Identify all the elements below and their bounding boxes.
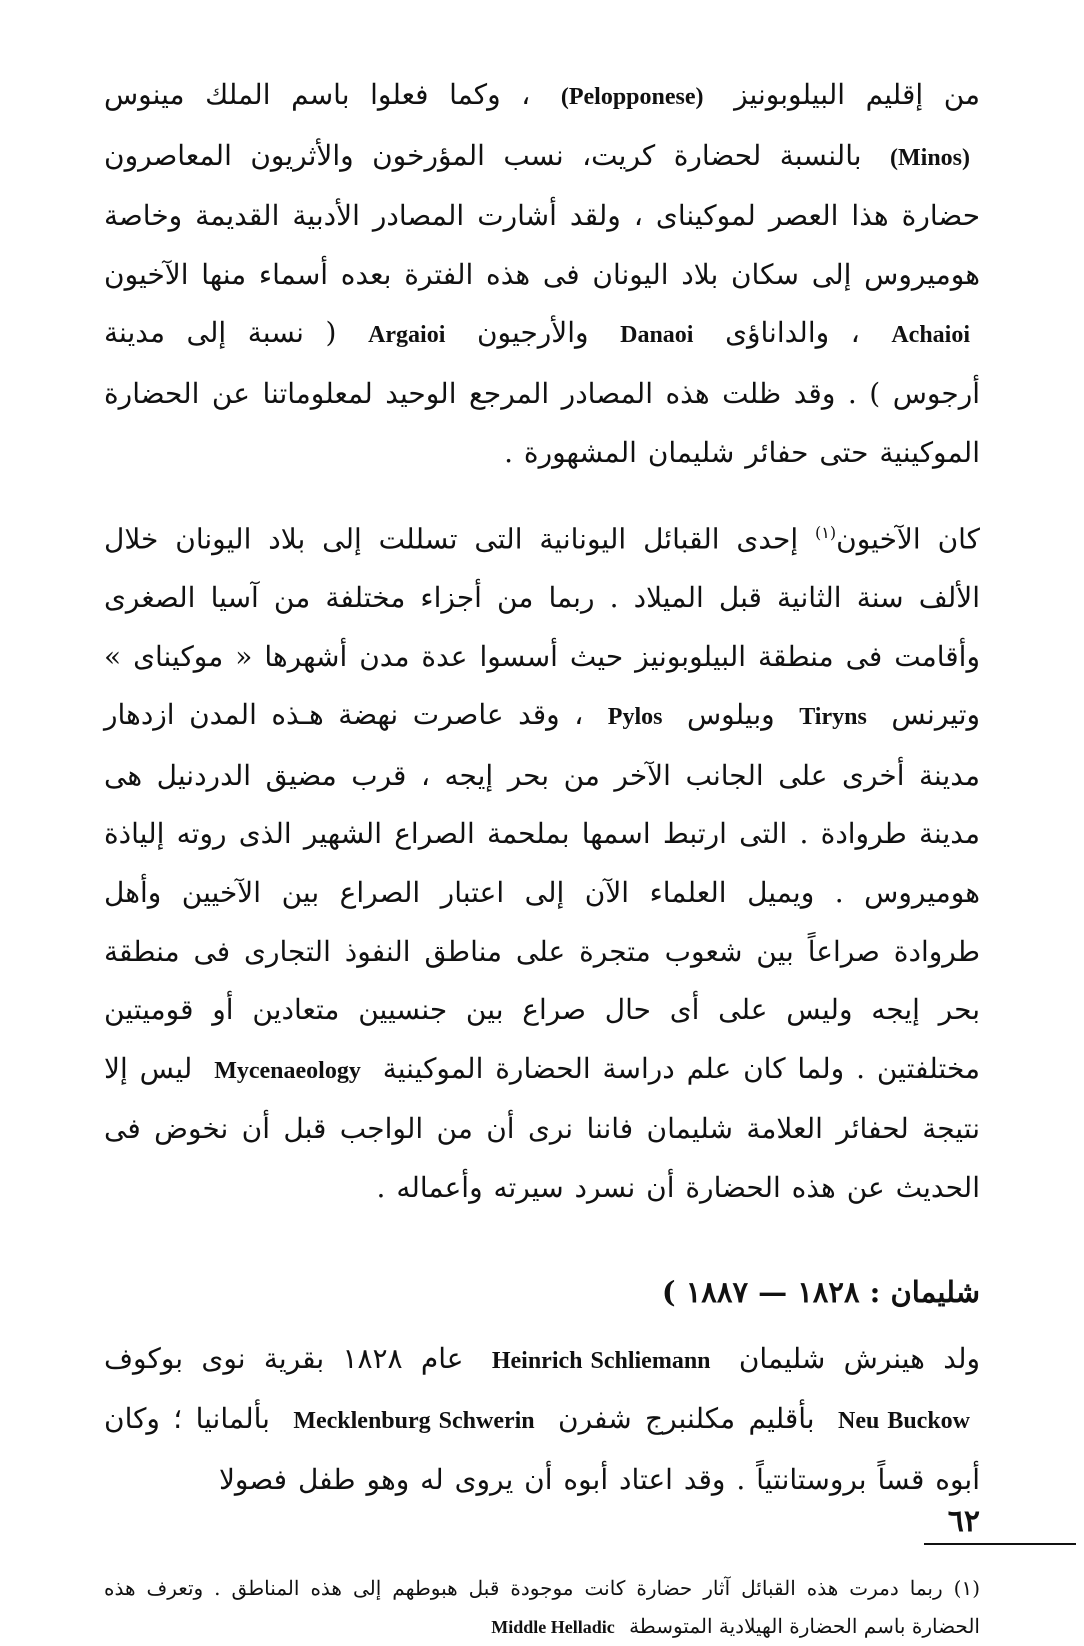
text-segment: عام ١٨٢٨ بقرية نوى بوكوف	[104, 1341, 464, 1375]
text-segment: كان الآخيون	[836, 522, 980, 556]
text-segment: والأرجيون	[476, 316, 589, 350]
footnote-reference: (١)	[815, 523, 837, 543]
latin-term: (Minos)	[890, 144, 970, 171]
paragraph-mycenaean-sources	[104, 66, 980, 482]
paragraph-schliemann-birth	[104, 1330, 980, 1510]
text-segment: ليس إلا نتيجة لحفائر العلامة شليمان فاننا نرى أن من الواجب قبل أن نخوض فى الحديث عن هذه الحضارة أن نسرد سيرته وأعماله .	[104, 1051, 980, 1205]
text-segment: من إقليم البيلوبونيز	[734, 78, 981, 111]
latin-term: Neu Buckow	[837, 1408, 971, 1435]
text-segment: وبيلوس	[686, 698, 775, 732]
text-segment: بأقليم مكلنبرج شفرن	[558, 1402, 815, 1436]
latin-term: Mecklenburg Schwerin	[293, 1408, 535, 1435]
latin-term: Danaoi	[620, 322, 694, 349]
latin-term: Argaioi	[368, 322, 446, 349]
text-segment: بألمانيا ؛ وكان أبوه قساً بروستانتياً . وقد اعتاد أبوه أن يروى له وهو طفل فصولا	[104, 1402, 980, 1496]
paragraph-achaeans	[104, 504, 980, 1217]
text-segment: ، وقد عاصرت نهضة هـذه المدن ازدهار مدينة أخرى على الجانب الآخر من بحر إيجه ، قرب مضيق الدردنيل هى مدينة طروادة . التى ارتبط اسمها بملحمة الصراع الشهير الذى روته إلياذة هوميروس . ويميل العلماء الآن إلى اعتبار الصراع بين الآخيين وأهل طروادة صراعاً بين شعوب متجرة على مناطق النفوذ التجارى فى منطقة بحر إيجه وليس على أى حال صراع بين جنسيين متعادين أو قوميتين مختلفتين . ولما كان علم دراسة الحضارة الموكينية	[104, 698, 981, 1085]
latin-term: (Pelopponese)	[560, 84, 704, 110]
latin-term: Mycenaeology	[214, 1057, 361, 1084]
latin-term: Tiryns	[799, 704, 867, 731]
latin-term: Heinrich Schliemann	[491, 1347, 711, 1374]
text-segment: ، وكما فعلوا باسم الملك مينوس	[104, 78, 531, 111]
text-segment: ، والداناؤى	[725, 316, 860, 350]
footnote-divider-wrap	[104, 1543, 980, 1545]
text-segment: إحدى القبائل اليونانية التى تسللت إلى بلاد اليونان خلال الألف سنة الثانية قبل الميلاد . ربما من أجزاء مختلفة من آسيا الصغرى وأقامت فى منطقة البيلوبونيز حيث أسسوا عدة مدن أشهرها « موكيناى » وتيرنس	[104, 522, 981, 732]
page-number: ٦٢	[947, 1504, 980, 1539]
footnote-divider	[924, 1543, 1076, 1545]
footnote	[104, 1569, 980, 1646]
text-segment: بالنسبة لحضارة كريت، نسب المؤرخون والأثريون المعاصرون حضارة هذا العصر لموكيناى ، ولقد أشارت المصادر الأدبية القديمة وخاصة هوميروس إلى سكان بلاد اليونان فى هذه الفترة بعده أسماء منها الآخيون	[104, 138, 980, 291]
footnote-text: (١) ربما دمرت هذه القبائل آثار حضارة كانت موجودة قبل هبوطهم إلى هذه المناطق . وتعرف هذه الحضارة باسم الحضارة الهيلادية المتوسطة	[104, 1576, 980, 1639]
latin-term: Achaioi	[891, 322, 970, 349]
latin-term: Pylos	[607, 704, 663, 731]
text-segment: ولد هينرش شليمان	[738, 1341, 980, 1375]
section-heading: شليمان : ١٨٢٨ — ١٨٨٧ )	[661, 1274, 980, 1309]
text-segment: ( نسبة إلى مدينة أرجوس ) . وقد ظلت هذه المصادر المرجع الوحيد لمعلوماتنا عن الحضارة الموكينية حتى حفائر شليمان المشهورة .	[104, 316, 980, 469]
latin-term: Middle Helladic	[491, 1617, 615, 1638]
